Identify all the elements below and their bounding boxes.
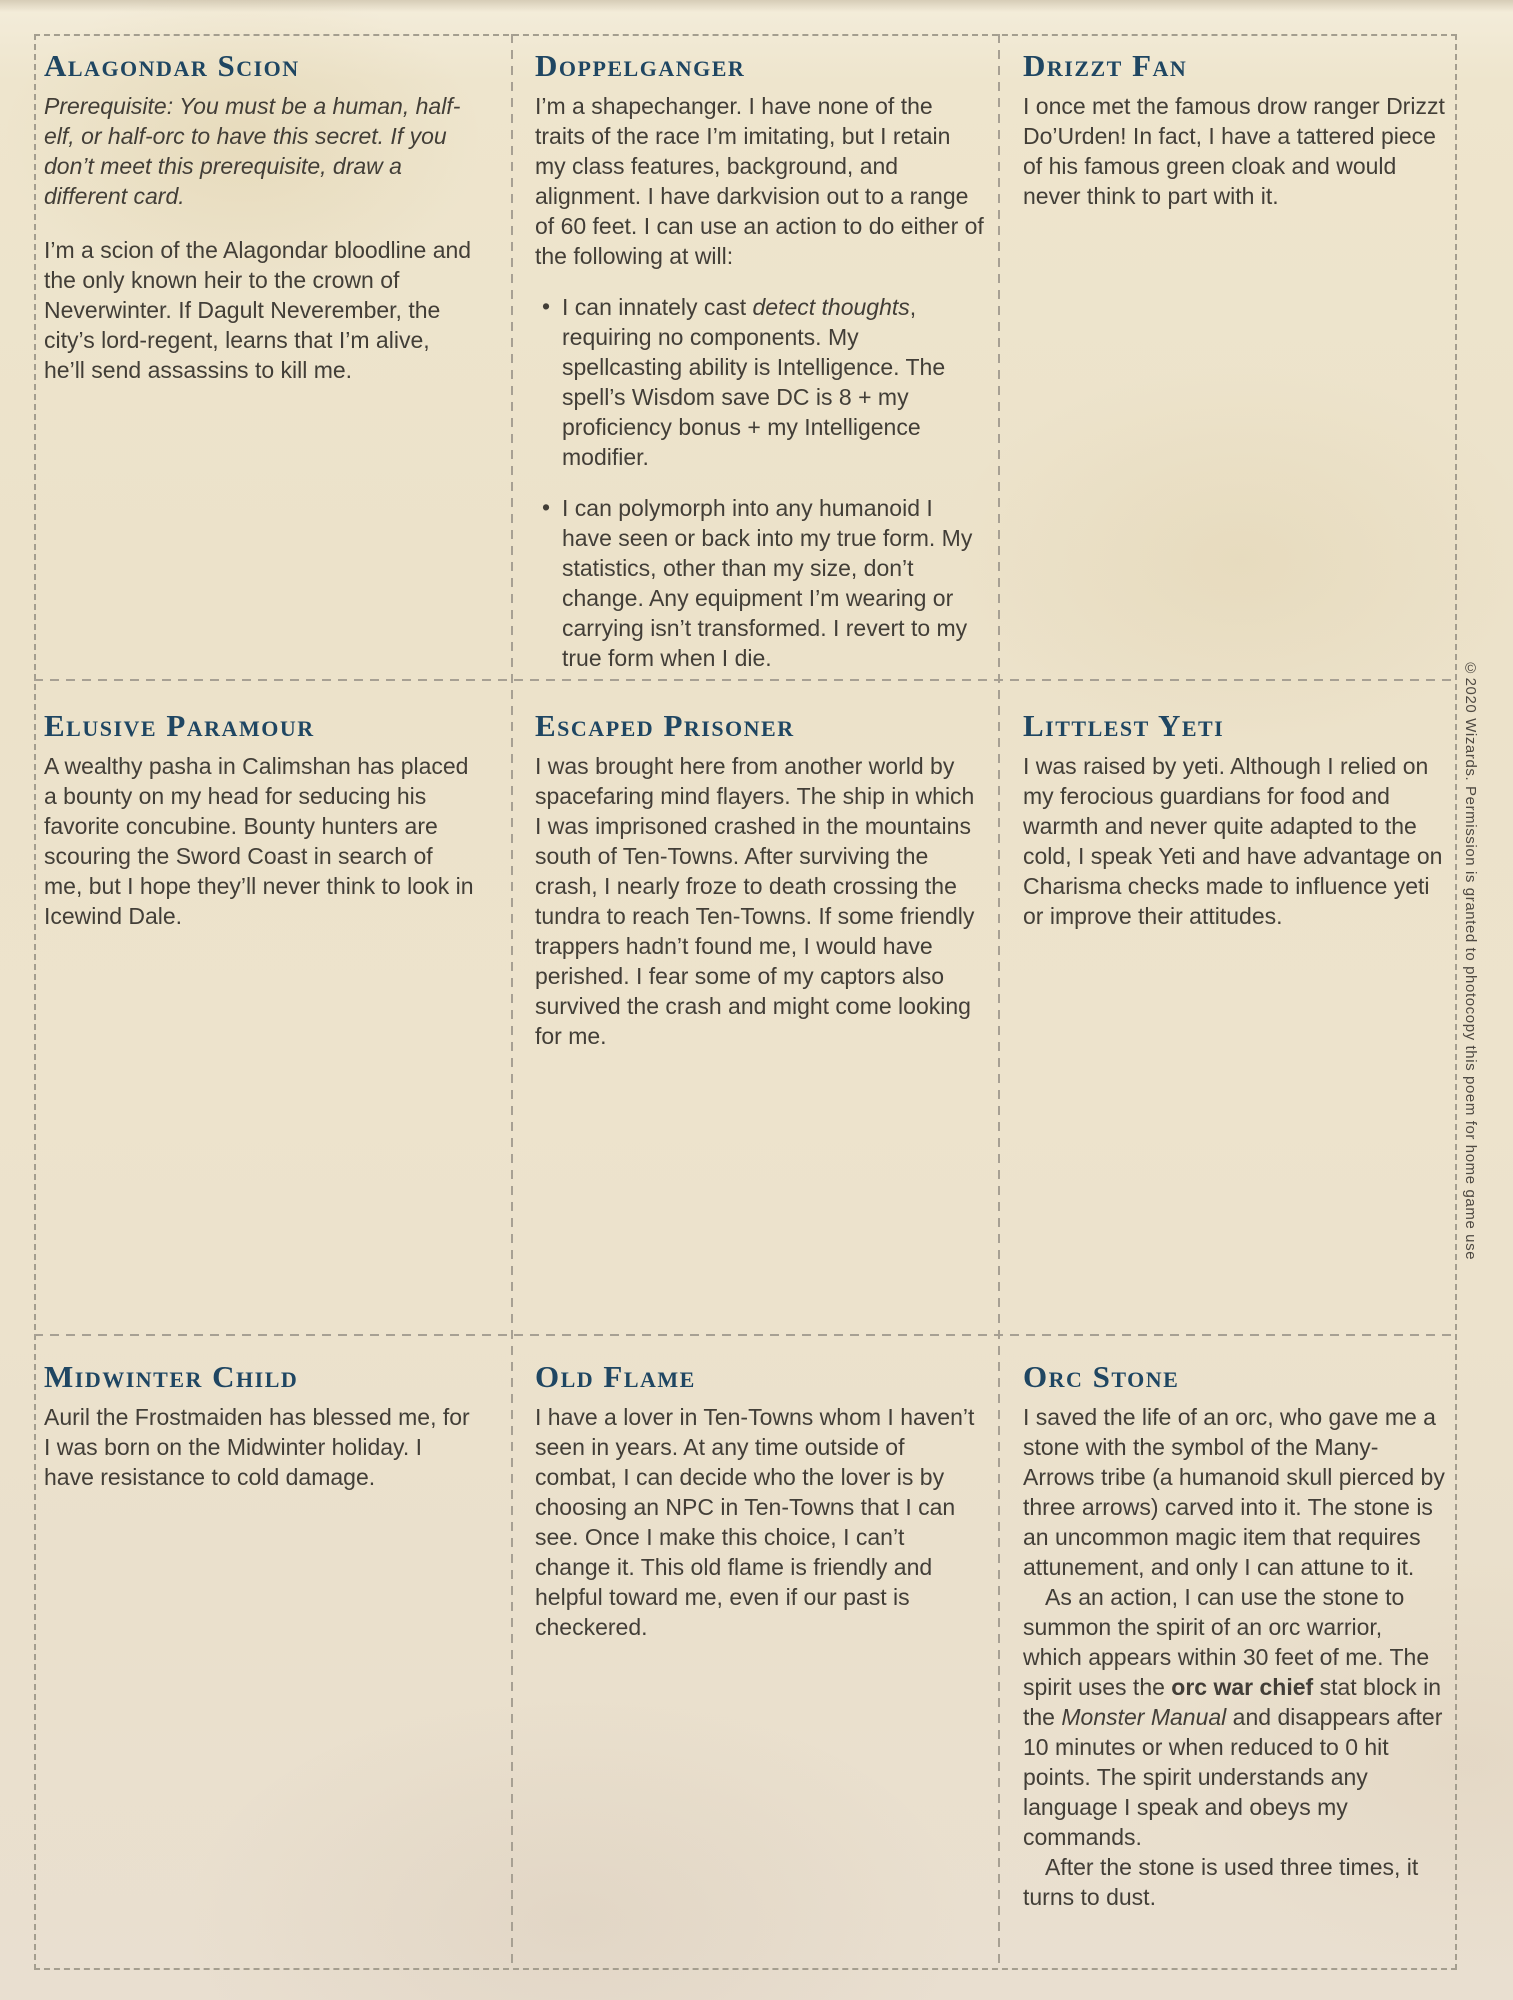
card-title: Midwinter Child (44, 1359, 299, 1394)
card-elusive-paramour (34, 680, 512, 1335)
card-orc-stone (999, 1335, 1457, 1970)
card-title: Drizzt Fan (1023, 48, 1188, 83)
card-bullet-item: • I can polymorph into any humanoid I have seen or back into my true form. My statistics, other than my size, don’t change. Any equipment I’m wearing or carrying isn’t transformed. I revert to my true form when I die. (542, 494, 973, 671)
card-paragraph: I’m a shapechanger. I have none of the traits of the race I’m imitating, but I retain my class features, background, and alignment. I have darkvision out to a range of 60 feet. I can use an action to do either of the following at will: (535, 93, 984, 269)
card-paragraph: I’m a scion of the Alagondar bloodline and the only known heir to the crown of Neverwinter. If Dagult Neverember, the city’s lord-regent, learns that I’m alive, he’ll send assassins to kill me. (44, 237, 472, 383)
card-paragraph: I once met the famous drow ranger Drizzt Do’Urden! In fact, I have a tattered piece of his famous green cloak and would never think to part with it. (1023, 93, 1445, 209)
card-title: Alagondar Scion (44, 48, 300, 83)
card-paragraph: Auril the Frostmaiden has blessed me, for I was born on the Midwinter holiday. I have resistance to cold damage. (44, 1404, 470, 1490)
card-drizzt-fan (999, 34, 1457, 680)
card-paragraph: A wealthy pasha in Calimshan has placed a bounty on my head for seducing his favorite concubine. Bounty hunters are scouring the Sword Coast in search of me, but I hope they’ll never think to look in Icewind Dale. (44, 753, 474, 929)
card-escaped-prisoner (512, 680, 999, 1335)
card-littlest-yeti (999, 680, 1457, 1335)
card-title: Littlest Yeti (1023, 708, 1225, 743)
card-paragraph: I have a lover in Ten-Towns whom I haven’t seen in years. At any time outside of combat, I can decide who the lover is by choosing an NPC in Ten-Towns that I can see. Once I make this choice, I can’t change it. This old flame is friendly and helpful toward me, even if our past is checkered. (535, 1404, 975, 1640)
card-paragraph: After the stone is used three times, it turns to dust. (1023, 1854, 1419, 1910)
card-title: Escaped Prisoner (535, 708, 795, 743)
card-paragraph: I saved the life of an orc, who gave me a stone with the symbol of the Many-Arrows tribe (a humanoid skull pierced by three arrows) carved into it. The stone is an uncommon magic item that requires attunement, and only I can attune to it. (1023, 1404, 1445, 1580)
card-paragraph: I was brought here from another world by spacefaring mind flayers. The ship in which I was imprisoned crashed in the mountains south of Ten-Towns. After surviving the crash, I nearly froze to death crossing the tundra to reach Ten-Towns. If some friendly trappers hadn’t found me, I would have perished. I fear some of my captors also survived the crash and might come looking for me. (535, 753, 975, 1049)
card-old-flame (512, 1335, 999, 1970)
card-title: Elusive Paramour (44, 708, 315, 743)
card-doppelganger (512, 34, 999, 680)
bullet-icon: • (542, 494, 551, 520)
card-paragraph: I was raised by yeti. Although I relied on my ferocious guardians for food and warmth and never quite adapted to the cold, I speak Yeti and have advantage on Charisma checks made to influence yeti or improve their attitudes. (1023, 753, 1443, 929)
card-paragraph: As an action, I can use the stone to summon the spirit of an orc warrior, which appears within 30 feet of me. The spirit uses the orc war chief stat block in the Monster Manual and disappears after 10 minutes or when reduced to 0 hit points. The spirit understands any language I speak and obeys my commands. (1023, 1584, 1443, 1850)
copyright-vertical-text: ©2020 Wizards. Permission is granted to photocopy this poem for home game use (1462, 660, 1479, 1261)
card-title: Orc Stone (1023, 1359, 1180, 1394)
card-bullet-item: • I can innately cast detect thoughts, requiring no components. My spellcasting ability is Intelligence. The spell’s Wisdom save DC is 8 + my proficiency bonus + my Intelligence modifier. (542, 293, 946, 470)
card-midwinter-child (34, 1335, 512, 1970)
card-title: Old Flame (535, 1359, 696, 1394)
bullet-icon: • (542, 293, 551, 319)
card-paragraph: Prerequisite: You must be a human, half-elf, or half-orc to have this secret. If you don’t meet this prerequisite, draw a different card. (44, 93, 461, 209)
card-title: Doppelganger (535, 48, 746, 83)
card-alagondar-scion (34, 34, 512, 680)
